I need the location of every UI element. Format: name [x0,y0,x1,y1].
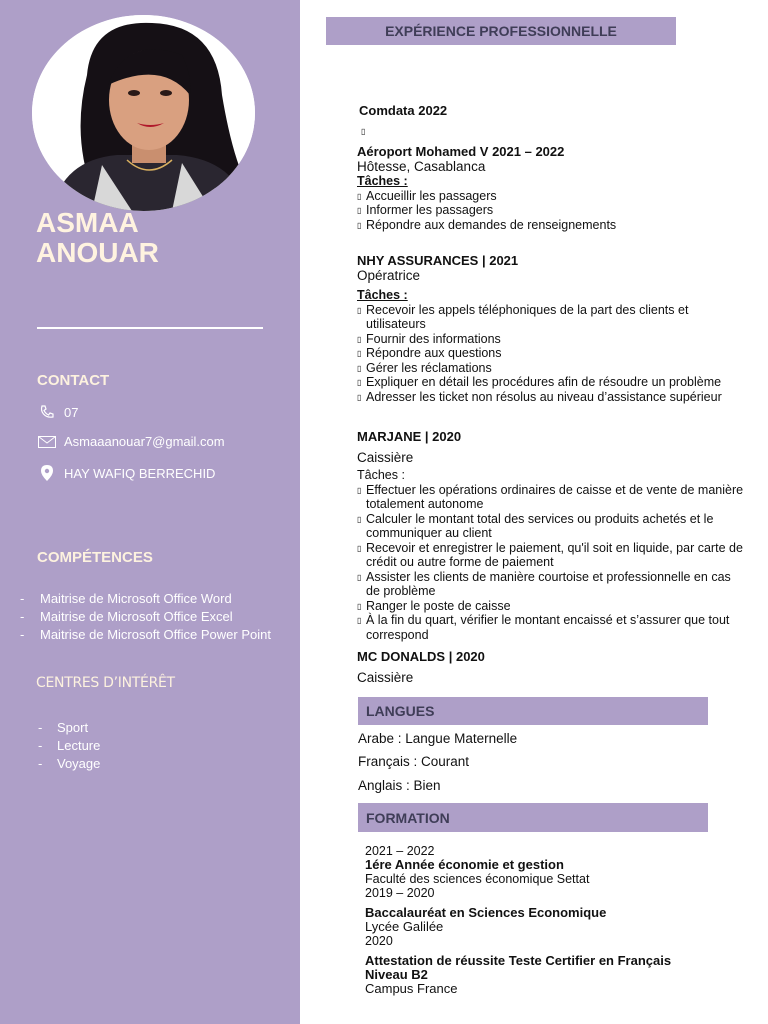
list-item: ▯ Expliquer en détail les procédures afin de résoudre un problème [357,375,747,390]
phone-text: 07 [64,404,79,420]
job-nhy [357,254,747,404]
envelope-icon [38,436,56,448]
list-item: ▯ Recevoir et enregistrer le paiement, qu'il soit en liquide, par carte de crédit ou autre forme de paiement [357,541,747,570]
job-role: Caissière [357,449,414,465]
list-item: ▯ Répondre aux questions [357,346,747,361]
location-pin-icon [38,465,56,481]
list-item: - Voyage [38,756,101,771]
phone-icon [38,404,56,420]
list-item: ▯ Recevoir les appels téléphoniques de la part des clients et utilisateurs [357,303,747,332]
task-list [357,483,747,643]
contact-address [38,465,215,481]
formation-period: 2021 – 2022 [365,844,435,858]
job-marjane [357,430,747,642]
interests-title: CENTRES D’INTÉRÊT [36,675,175,691]
list-item: ▯ Gérer les réclamations [357,361,747,376]
skills-list [20,590,271,644]
job-mcdonalds [357,650,747,685]
profile-name [36,208,159,268]
formation-school: Lycée Galilée [365,919,444,934]
formation-school: Campus France [365,981,458,996]
list-item: ▯ Assister les clients de manière courtoise et professionnelle en cas de problème [357,570,747,599]
language-item: Anglais : Bien [358,778,441,793]
job-title: Comdata 2022 [359,103,448,118]
address-text: HAY WAFIQ BERRECHID [64,465,216,481]
contact-email [38,434,225,449]
list-item: - Maitrise de Microsoft Office Excel [20,609,233,624]
task-list [357,303,747,405]
list-item: - Lecture [38,738,101,753]
tasks-label: Tâches : [357,174,408,188]
skills-title: COMPÉTENCES [37,549,153,566]
placeholder-glyph: ▯ [361,126,366,136]
formation-degree: Baccalauréat en Sciences Economique [365,905,607,920]
interests-list [38,719,100,773]
list-item: ▯ Ranger le poste de caisse [357,599,747,614]
formation-school: Faculté des sciences économique Settat [365,872,590,886]
list-item: ▯ Effectuer les opérations ordinaires de caisse et de vente de manière totalement autonome [357,483,747,512]
job-title: NHY ASSURANCES | 2021 [357,253,519,268]
job-aeroport [357,145,747,232]
contact-phone [38,404,78,420]
formation-section-title: FORMATION [358,803,708,832]
formation-list [365,844,710,996]
tasks-label: Tâches : [357,288,408,302]
language-item: Arabe : Langue Maternelle [358,731,518,746]
list-item: ▯ Accueillir les passagers [357,189,747,204]
job-role: Caissière [357,669,414,685]
profile-photo [32,15,255,211]
list-item: ▯ À la fin du quart, vérifier le montant encaissé et s’assurer que tout correspond [357,613,747,642]
languages-section-title: LANGUES [358,697,708,725]
list-item: ▯ Fournir des informations [357,332,747,347]
email-text[interactable]: Asmaaanouar7@gmail.com [64,434,225,449]
formation-degree: 1ére Année économie et gestion [365,857,564,872]
tasks-label: Tâches : [357,468,405,482]
list-item: ▯ Répondre aux demandes de renseignements [357,218,747,233]
language-item: Français : Courant [358,754,470,769]
list-item: ▯ Calculer le montant total des services ou produits achetés et le communiquer au client [357,512,747,541]
first-name: ASMAA [36,207,139,238]
job-title: MARJANE | 2020 [357,429,462,444]
list-item: ▯ Informer les passagers [357,203,747,218]
formation-period: 2019 – 2020 [365,886,435,900]
list-item: - Maitrise de Microsoft Office Word [20,591,232,606]
list-item: ▯ Adresser les ticket non résolus au niveau d’assistance supérieur [357,390,747,405]
divider [37,327,263,329]
formation-degree: Attestation de réussite Teste Certifier en Français Niveau B2 [365,953,672,982]
sidebar [0,0,300,1024]
job-title: Aéroport Mohamed V 2021 – 2022 [357,144,565,159]
job-role: Opératrice [357,267,421,283]
job-comdata [359,104,447,139]
formation-period: 2020 [365,934,393,948]
experience-section-title: EXPÉRIENCE PROFESSIONNELLE [326,17,676,45]
contact-title: CONTACT [37,372,110,389]
last-name: ANOUAR [36,237,159,268]
list-item: - Maitrise de Microsoft Office Power Point [20,627,271,642]
job-title: MC DONALDS | 2020 [357,649,485,664]
task-list [357,189,747,233]
job-role: Hôtesse, Casablanca [357,158,486,174]
list-item: - Sport [38,720,89,735]
